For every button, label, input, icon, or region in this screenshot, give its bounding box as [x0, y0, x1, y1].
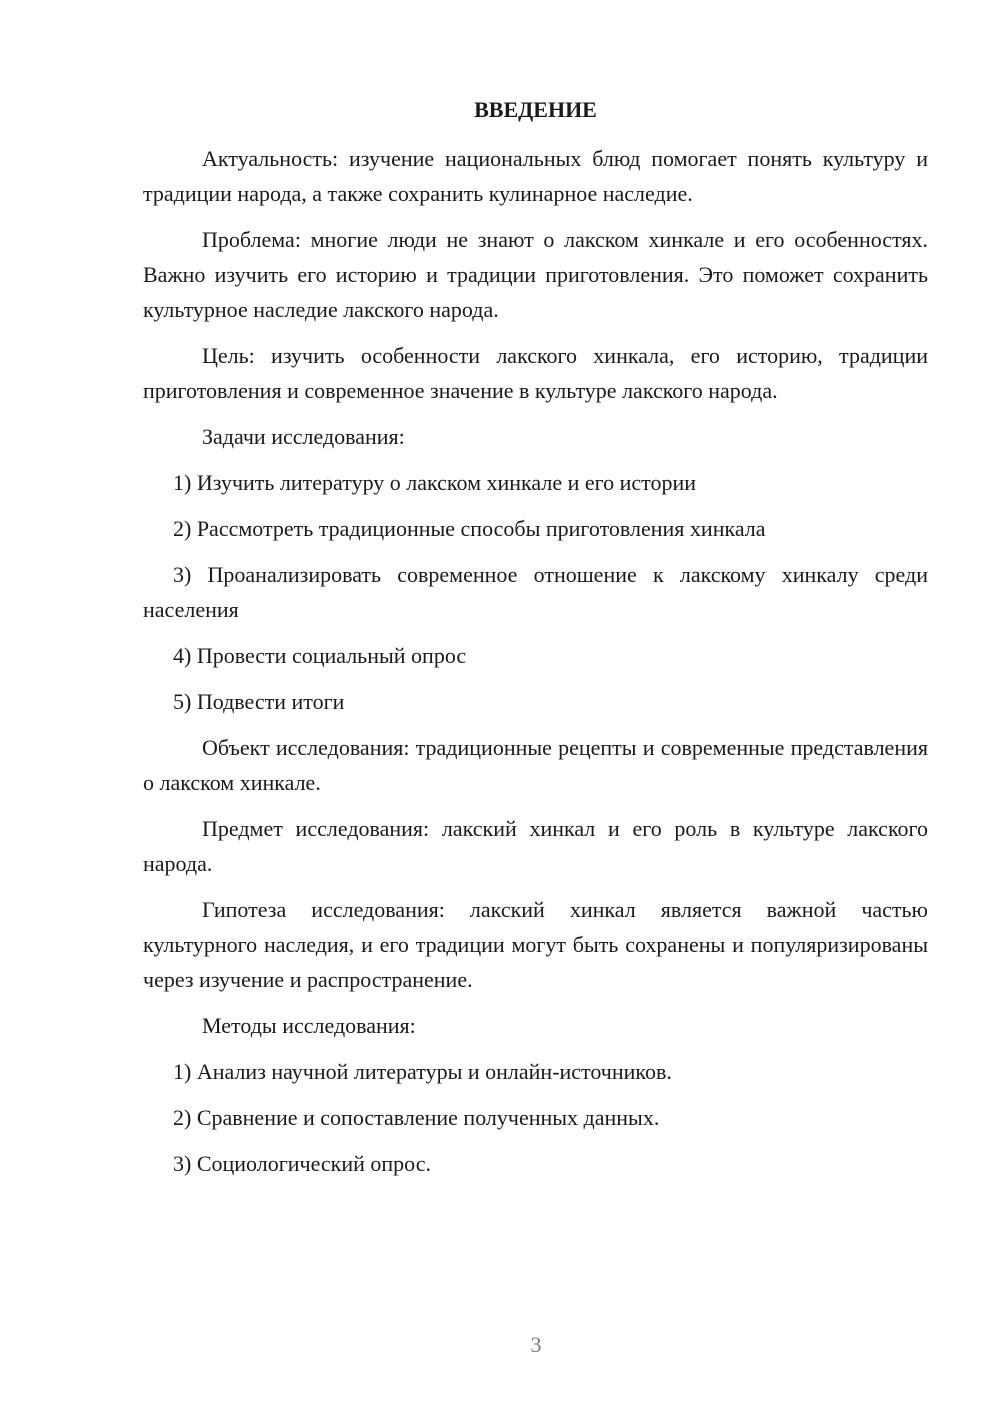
- goal-paragraph: Цель: изучить особенности лакского хинкала, его историю, традиции приготовления и современное значение в культуре лакского народа.: [143, 343, 928, 403]
- section-title: ВВЕДЕНИЕ: [474, 97, 597, 122]
- methods-heading: Методы исследования:: [202, 1013, 416, 1038]
- task-item-1: 1) Изучить литературу о лакском хинкале и его истории: [173, 470, 697, 495]
- method-item-2: 2) Сравнение и сопоставление полученных данных.: [173, 1105, 660, 1130]
- tasks-heading: Задачи исследования:: [202, 424, 405, 449]
- page-number: 3: [530, 1332, 542, 1357]
- task-item-4: 4) Провести социальный опрос: [173, 643, 467, 668]
- hypothesis-paragraph: Гипотеза исследования: лакский хинкал является важной частью культурного наследия, и его традиции могут быть сохранены и популяризированы через изучение и распространение.: [143, 897, 928, 992]
- problem-paragraph: Проблема: многие люди не знают о лакском хинкале и его особенностях. Важно изучить его историю и традиции приготовления. Это поможет сохранить культурное наследие лакского народа.: [143, 227, 928, 322]
- method-item-3: 3) Социологический опрос.: [173, 1151, 431, 1176]
- task-item-5: 5) Подвести итоги: [173, 689, 345, 714]
- task-item-3: 3) Проанализировать современное отношение к лакскому хинкалу среди населения: [143, 562, 928, 622]
- method-item-1: 1) Анализ научной литературы и онлайн-источников.: [173, 1059, 672, 1084]
- subject-paragraph: Предмет исследования: лакский хинкал и его роль в культуре лакского народа.: [143, 816, 928, 876]
- task-item-2: 2) Рассмотреть традиционные способы приготовления хинкала: [173, 516, 766, 541]
- page-content: [143, 92, 928, 1192]
- object-paragraph: Объект исследования: традиционные рецепты и современные представления о лакском хинкале.: [143, 735, 928, 795]
- relevance-paragraph: Актуальность: изучение национальных блюд помогает понять культуру и традиции народа, а также сохранить кулинарное наследие.: [143, 146, 928, 206]
